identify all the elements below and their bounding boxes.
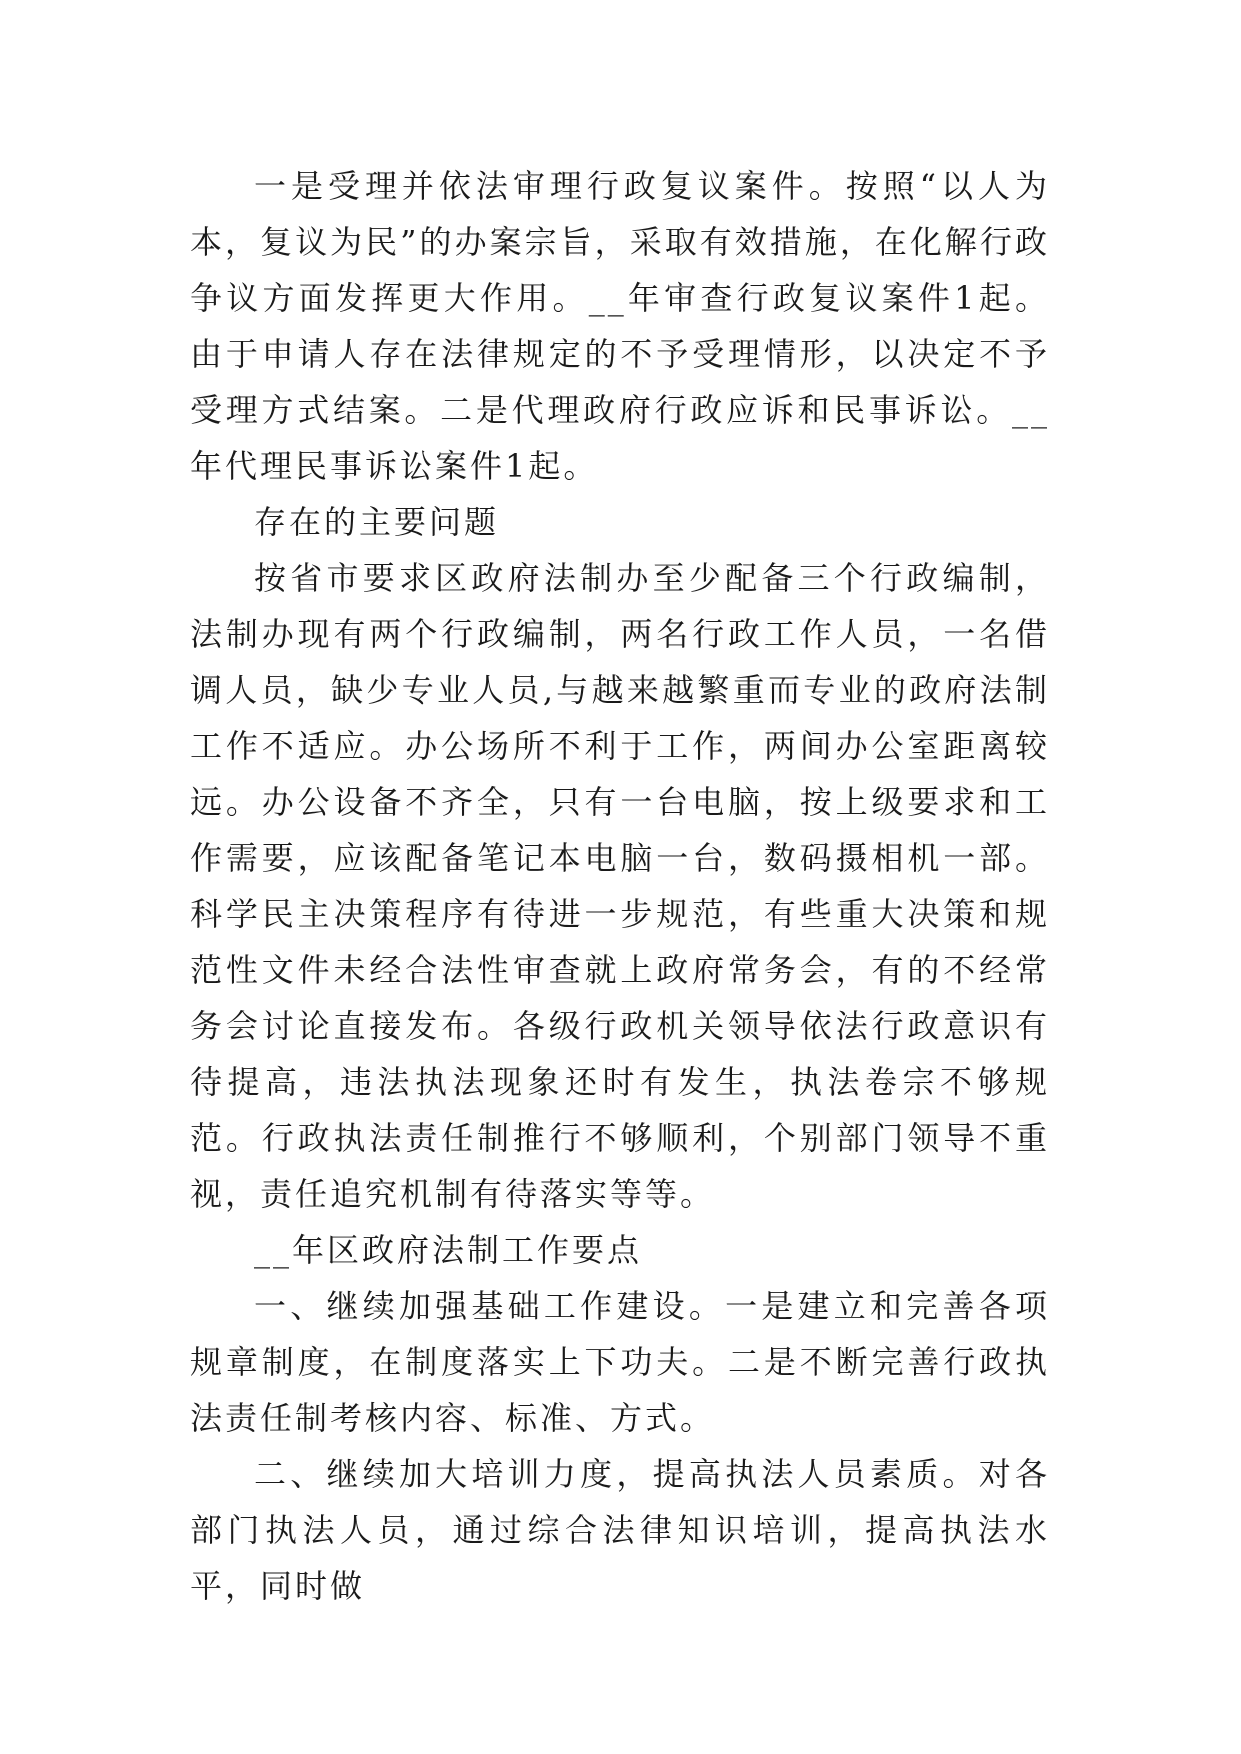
paragraph-main-problems: 按省市要求区政府法制办至少配备三个行政编制，法制办现有两个行政编制，两名行政工作人员，一名借调人员，缺少专业人员,与越来越繁重而专业的政府法制工作不适应。办公场所不利于工作，两间办公室距离较远。办公设备不齐全，只有一台电脑，按上级要求和工作需要，应该配备笔记本电脑一台，数码摄相机一部。科学民主决策程序有待进一步规范，有些重大决策和规范性文件未经合法性审查就上政府常务会，有的不经常务会讨论直接发布。各级行政机关领导依法行政意识有待提高，违法执法现象还时有发生，执法卷宗不够规范。行政执法责任制推行不够顺利，个别部门领导不重视，责任追究机制有待落实等等。 (190, 559, 1050, 1213)
paragraph-case-handling: 一是受理并依法审理行政复议案件。按照“以人为本，复议为民”的办案宗旨，采取有效措施，在化解行政争议方面发挥更大作用。__年审查行政复议案件1起。由于申请人存在法律规定的不予受理情形，以决定不予受理方式结案。二是代理政府行政应诉和民事诉讼。__年代理民事诉讼案件1起。 (190, 167, 1050, 485)
paragraph-point-one: 一、继续加强基础工作建设。一是建立和完善各项规章制度，在制度落实上下功夫。二是不断完善行政执法责任制考核内容、标准、方式。 (190, 1287, 1050, 1437)
document-body (190, 158, 1050, 1614)
section-heading-work-points: __年区政府法制工作要点 (254, 1231, 643, 1269)
paragraph-point-two: 二、继续加大培训力度，提高执法人员素质。对各部门执法人员，通过综合法律知识培训，提高执法水平，同时做 (190, 1455, 1050, 1605)
section-heading-main-problems: 存在的主要问题 (254, 503, 500, 541)
